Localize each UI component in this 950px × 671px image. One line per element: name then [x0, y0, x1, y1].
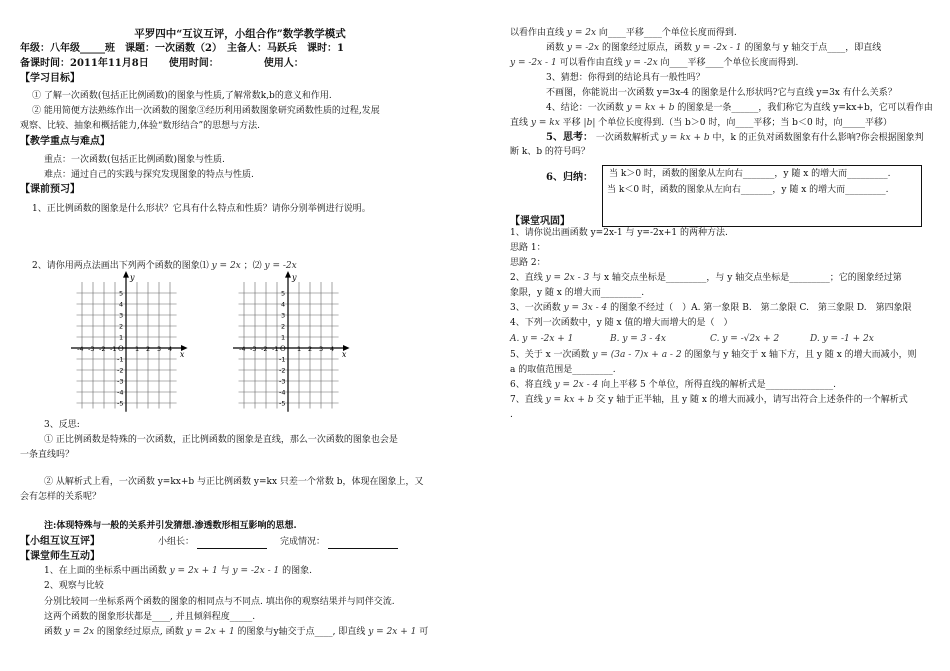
- consolidate-3-b: 的图象不经过（ ）A. 第一象限 B. 第二象限 C. 第三象限 D. 第四象限: [610, 303, 912, 313]
- think-2: 断 k、b 的符号吗？: [510, 147, 590, 157]
- section-key-points: 【教学重点与难点】: [20, 136, 110, 147]
- x-tick-label: 4: [330, 345, 335, 353]
- y-tick-label: 5: [119, 289, 124, 298]
- conjecture: 3、猜想：你得到的结论具有一般性吗？: [546, 73, 705, 83]
- y-tick-label: -1: [117, 355, 124, 364]
- consolidate-2-cont: 象限，y 随 x 的增大而_________.: [510, 288, 645, 298]
- formula-a2-1: y = -2x: [566, 43, 600, 53]
- x-tick-label: -2: [99, 345, 106, 353]
- x-tick-label: 1: [297, 345, 302, 353]
- x-tick-label: 3: [319, 345, 324, 353]
- y-tick-label: 3: [281, 311, 286, 320]
- y-tick-label: -2: [279, 366, 286, 375]
- x-tick-label: -4: [77, 345, 84, 353]
- conclusion-2-a: 直线: [510, 118, 529, 128]
- summary-label: 6、归纳：: [546, 172, 593, 183]
- y-tick-label: -2: [117, 366, 124, 375]
- reflect-2b: 会有怎样的关系呢？: [20, 492, 102, 502]
- x-tick-label: 4: [168, 345, 173, 353]
- interaction-5-c: 的图象与y轴交于点____, 即直线: [237, 627, 366, 637]
- interaction-1-and: 与: [220, 566, 230, 576]
- consolidate-5-b: 的图象与 y 轴交于 x 轴下方，且 y 随 x 的增大而减小，则: [684, 350, 917, 360]
- x-tick-label: -3: [88, 345, 95, 353]
- y-tick-label: 4: [119, 300, 124, 309]
- summary-k-negative: 当 k＜0 时，函数的图象从左向右_______，y 随 x 的增大而_________.: [607, 185, 889, 195]
- section-goals: 【学习目标】: [20, 73, 80, 84]
- consolidate-6: [510, 380, 836, 391]
- formula-c2: y = 2x - 3: [545, 273, 590, 283]
- answer-2-c: 的图象与 y 轴交于点____，即直线: [744, 43, 882, 53]
- formula-a3-2: y = -2x: [625, 58, 658, 68]
- y-tick-label: -4: [117, 388, 124, 397]
- conclusion-2-b: 平移: [562, 118, 581, 128]
- completion: [280, 537, 398, 549]
- x-tick-label: 2: [146, 345, 151, 353]
- formula-a2-2: y = -2x - 1: [694, 43, 742, 53]
- y-tick-label: 5: [281, 289, 286, 298]
- interaction-1: [44, 566, 312, 577]
- x-tick-label: 2: [308, 345, 313, 353]
- formula-c6: y = 2x - 4: [554, 380, 599, 390]
- consolidate-2: [510, 273, 902, 284]
- formula-y-2x-plus-1-c: y = 2x + 1: [368, 627, 417, 637]
- completion-label: 完成情况：: [280, 537, 326, 547]
- y-tick-label: -5: [279, 399, 286, 408]
- idea-1: 思路 1：: [510, 243, 546, 253]
- interaction-2: 2、观察与比较: [44, 581, 104, 591]
- x-tick-label: -2: [261, 345, 268, 353]
- origin-label: O: [280, 345, 286, 353]
- consolidate-5-cont: a 的取值范围是_________.: [510, 365, 616, 375]
- preview-q2-text: 2、请你用两点法画出下列两个函数的图象⑴: [32, 261, 209, 271]
- consolidate-7-a: 7、直线: [510, 395, 543, 405]
- interaction-3: 分别比较同一坐标系两个函数的图象的相同点与不同点. 填出你的观察结果并与同伴交流.: [44, 597, 395, 607]
- formula-c5: y = (3a - 7)x + a - 2: [592, 350, 682, 360]
- preview-q2: [32, 261, 297, 272]
- y-tick-label: -5: [117, 399, 124, 408]
- formula-y-neg2x-minus-1: y = -2x - 1: [232, 566, 280, 576]
- consolidate-1: 1、请你说出画函数 y=2x-1 与 y=-2x+1 的两种方法.: [510, 228, 728, 238]
- answer-3-b: 可以看作由直线: [559, 58, 623, 68]
- summary-box: [602, 165, 922, 227]
- y-axis-arrow: [285, 271, 291, 278]
- interaction-5-d: 可: [419, 627, 429, 637]
- conclusion-1-b: 的图象是一条______，我们称它为直线 y=kx+b，它可以看作由: [677, 103, 933, 113]
- conclusion-2: [510, 118, 892, 129]
- formula-y-2x-plus-1-b: y = 2x + 1: [186, 627, 235, 637]
- answer-2-a: 函数: [546, 43, 565, 53]
- y-tick-label: -4: [279, 388, 286, 397]
- consolidate-3-a: 3、一次函数: [510, 303, 561, 313]
- interaction-5: [44, 627, 428, 638]
- formula-y-neg2x: y = -2x: [264, 261, 297, 271]
- group-leader: [158, 537, 267, 549]
- x-tick-label: -1: [110, 345, 117, 353]
- key-point: 重点：一次函数(包括正比例函数)图象与性质.: [44, 155, 225, 165]
- completion-blank[interactable]: [328, 537, 398, 549]
- consolidate-5: [510, 350, 917, 361]
- think-label: 5、思考：: [546, 132, 593, 143]
- conclusion-2-c: 个单位长度得到.（当 b＞0 时，向____平移；当 b＜0 时，向_____平移）: [598, 118, 893, 128]
- answer-1-a: 以看作由直线: [510, 28, 565, 38]
- doc-title: 平罗四中“互议互评，小组合作”数学教学模式: [134, 28, 346, 40]
- interaction-4: 这两个函数的图象形状都是____, 并且倾斜程度_____.: [44, 612, 256, 622]
- x-tick-label: 3: [157, 345, 162, 353]
- answer-3-c: 向____平移____个单位长度而得到.: [660, 58, 799, 68]
- consolidate-7-end: .: [510, 410, 513, 420]
- goal-3: 观察、比较、抽象和概括能力,体验“数形结合”的思想与方法.: [20, 121, 260, 131]
- summary-k-positive: 当 k＞0 时，函数的图象从左向右_______，y 随 x 的增大而_________.: [609, 169, 891, 179]
- consolidate-3: [510, 303, 912, 314]
- formula-y-2x: y = 2x: [211, 261, 241, 271]
- y-tick-label: -3: [279, 377, 286, 386]
- y-axis-label: y: [292, 272, 297, 282]
- answer-1: [510, 28, 737, 39]
- group-leader-label: 小组长：: [158, 537, 195, 547]
- x-tick-label: -1: [272, 345, 279, 353]
- y-tick-label: -1: [279, 355, 286, 364]
- x-axis-label: x: [179, 350, 185, 359]
- y-tick-label: 4: [281, 300, 286, 309]
- goal-2: ② 能用简便方法熟练作出一次函数的图象③经历利用函数图象研究函数性质的过程,发展: [32, 106, 380, 116]
- conclusion-1: [546, 103, 933, 114]
- y-axis-label: y: [130, 272, 135, 282]
- formula-abs-b: |b|: [583, 118, 596, 128]
- option-d: D. y = -1 + 2x: [810, 334, 874, 344]
- reflect-2a: ② 从解析式上看，一次函数 y=kx+b 与正比例函数 y=kx 只差一个常数 b，体现在图象上，又: [44, 477, 424, 487]
- time-info: 备课时间：2011年11月8日 使用时间： 使用人：: [20, 58, 304, 69]
- consolidate-5-a: 5、关于 x 一次函数: [510, 350, 590, 360]
- consolidate-2-a: 2、直线: [510, 273, 543, 283]
- formula-a3-1: y = -2x - 1: [510, 58, 557, 68]
- y-tick-label: 2: [281, 322, 286, 331]
- coordinate-grid-2[interactable]: [232, 272, 347, 412]
- x-tick-label: -4: [239, 345, 246, 353]
- note: 注:体现特殊与一般的关系并引发猜想.渗透数形相互影响的思想.: [44, 521, 297, 531]
- consolidate-7-b: 交 y 轴于正半轴，且 y 随 x 的增大而减小，请写出符合上述条件的一个解析式: [596, 395, 908, 405]
- interaction-5-b: 的图象经过原点, 函数: [96, 627, 184, 637]
- group-leader-blank[interactable]: [197, 537, 267, 549]
- formula-kx: y = kx: [530, 118, 560, 128]
- origin-label: O: [118, 345, 124, 353]
- interaction-1-text: 1、在上面的坐标系中画出函数: [44, 566, 167, 576]
- think-1-a: 一次函数解析式: [595, 133, 659, 143]
- goal-1: ① 了解一次函数(包括正比例函数)的图象与性质,了解常数k,b的意义和作用.: [32, 91, 332, 101]
- answer-3: [510, 58, 798, 69]
- reflect-1b: 一条直线吗？: [20, 450, 75, 460]
- formula-y-2x-b: y = 2x: [64, 627, 95, 637]
- option-a: A. y = -2x + 1: [510, 334, 574, 344]
- lesson-info: 年级：八年级_____班 课题：一次函数（2） 主备人：马跃兵 课时：1: [20, 43, 344, 54]
- consolidate-6-a: 6、将直线: [510, 380, 552, 390]
- section-peer-review: 【小组互议互评】: [20, 536, 100, 547]
- conjecture-detail: 不画图，你能说出一次函数 y=3x-4 的图象是什么形状吗?它与直线 y=3x 有什么关系？: [546, 88, 897, 98]
- formula-c3: y = 3x - 4: [563, 303, 608, 313]
- idea-2: 思路 2：: [510, 258, 546, 268]
- formula-a1: y = 2x: [566, 28, 597, 38]
- section-preview: 【课前预习】: [20, 184, 80, 195]
- conclusion-1-a: 4、结论：一次函数: [546, 103, 624, 113]
- answer-2: [546, 43, 881, 54]
- coordinate-grid-1[interactable]: [70, 272, 185, 412]
- reflect-1a: ① 正比例函数是特殊的一次函数，正比例函数的图象是直线，那么一次函数的图象也会是: [44, 435, 398, 445]
- preview-q2-sep: ；⑵: [243, 261, 262, 271]
- x-tick-label: -3: [250, 345, 257, 353]
- x-axis-label: x: [341, 350, 347, 359]
- y-tick-label: -3: [117, 377, 124, 386]
- consolidate-4: 4、下列一次函数中，y 随 x 值的增大而增大的是（ ）: [510, 318, 733, 328]
- think-1: [546, 132, 924, 145]
- answer-1-b: 向____平移____个单位长度而得到.: [598, 28, 737, 38]
- y-tick-label: 2: [119, 322, 124, 331]
- option-c: C. y = -√2x + 2: [710, 334, 780, 344]
- section-consolidation: 【课堂巩固】: [510, 216, 570, 227]
- formula-think: y = kx + b: [661, 133, 710, 143]
- answer-2-b: 的图象经过原点，函数: [601, 43, 692, 53]
- y-tick-label: 1: [281, 333, 286, 342]
- formula-c7: y = kx + b: [545, 395, 594, 405]
- preview-q1: 1、正比例函数的图象是什么形状？它具有什么特点和性质？请你分别举例进行说明。: [32, 204, 371, 214]
- y-axis-arrow: [123, 271, 129, 278]
- option-b: B. y = 3 - 4x: [610, 334, 666, 344]
- difficult-point: 难点：通过自己的实践与探究发现图象的特点与性质.: [44, 170, 254, 180]
- formula-kx-b: y = kx + b: [626, 103, 675, 113]
- interaction-1-end: 的图象.: [282, 566, 312, 576]
- consolidate-6-b: 向上平移 5 个单位，所得直线的解析式是_______________.: [601, 380, 836, 390]
- y-tick-label: 1: [119, 333, 124, 342]
- consolidate-7: [510, 395, 908, 406]
- think-1-b: 中，k 的正负对函数图象有什么影响?你会根据图象判: [712, 133, 924, 143]
- x-tick-label: 1: [135, 345, 140, 353]
- interaction-5-a: 函数: [44, 627, 63, 637]
- section-interaction: 【课堂师生互动】: [20, 551, 100, 562]
- reflect-title: 3、反思:: [44, 420, 80, 430]
- y-tick-label: 3: [119, 311, 124, 320]
- consolidate-2-b: 与 x 轴交点坐标是_________，与 y 轴交点坐标是_________；它的图象经过第: [592, 273, 902, 283]
- formula-y-2x-plus-1: y = 2x + 1: [169, 566, 218, 576]
